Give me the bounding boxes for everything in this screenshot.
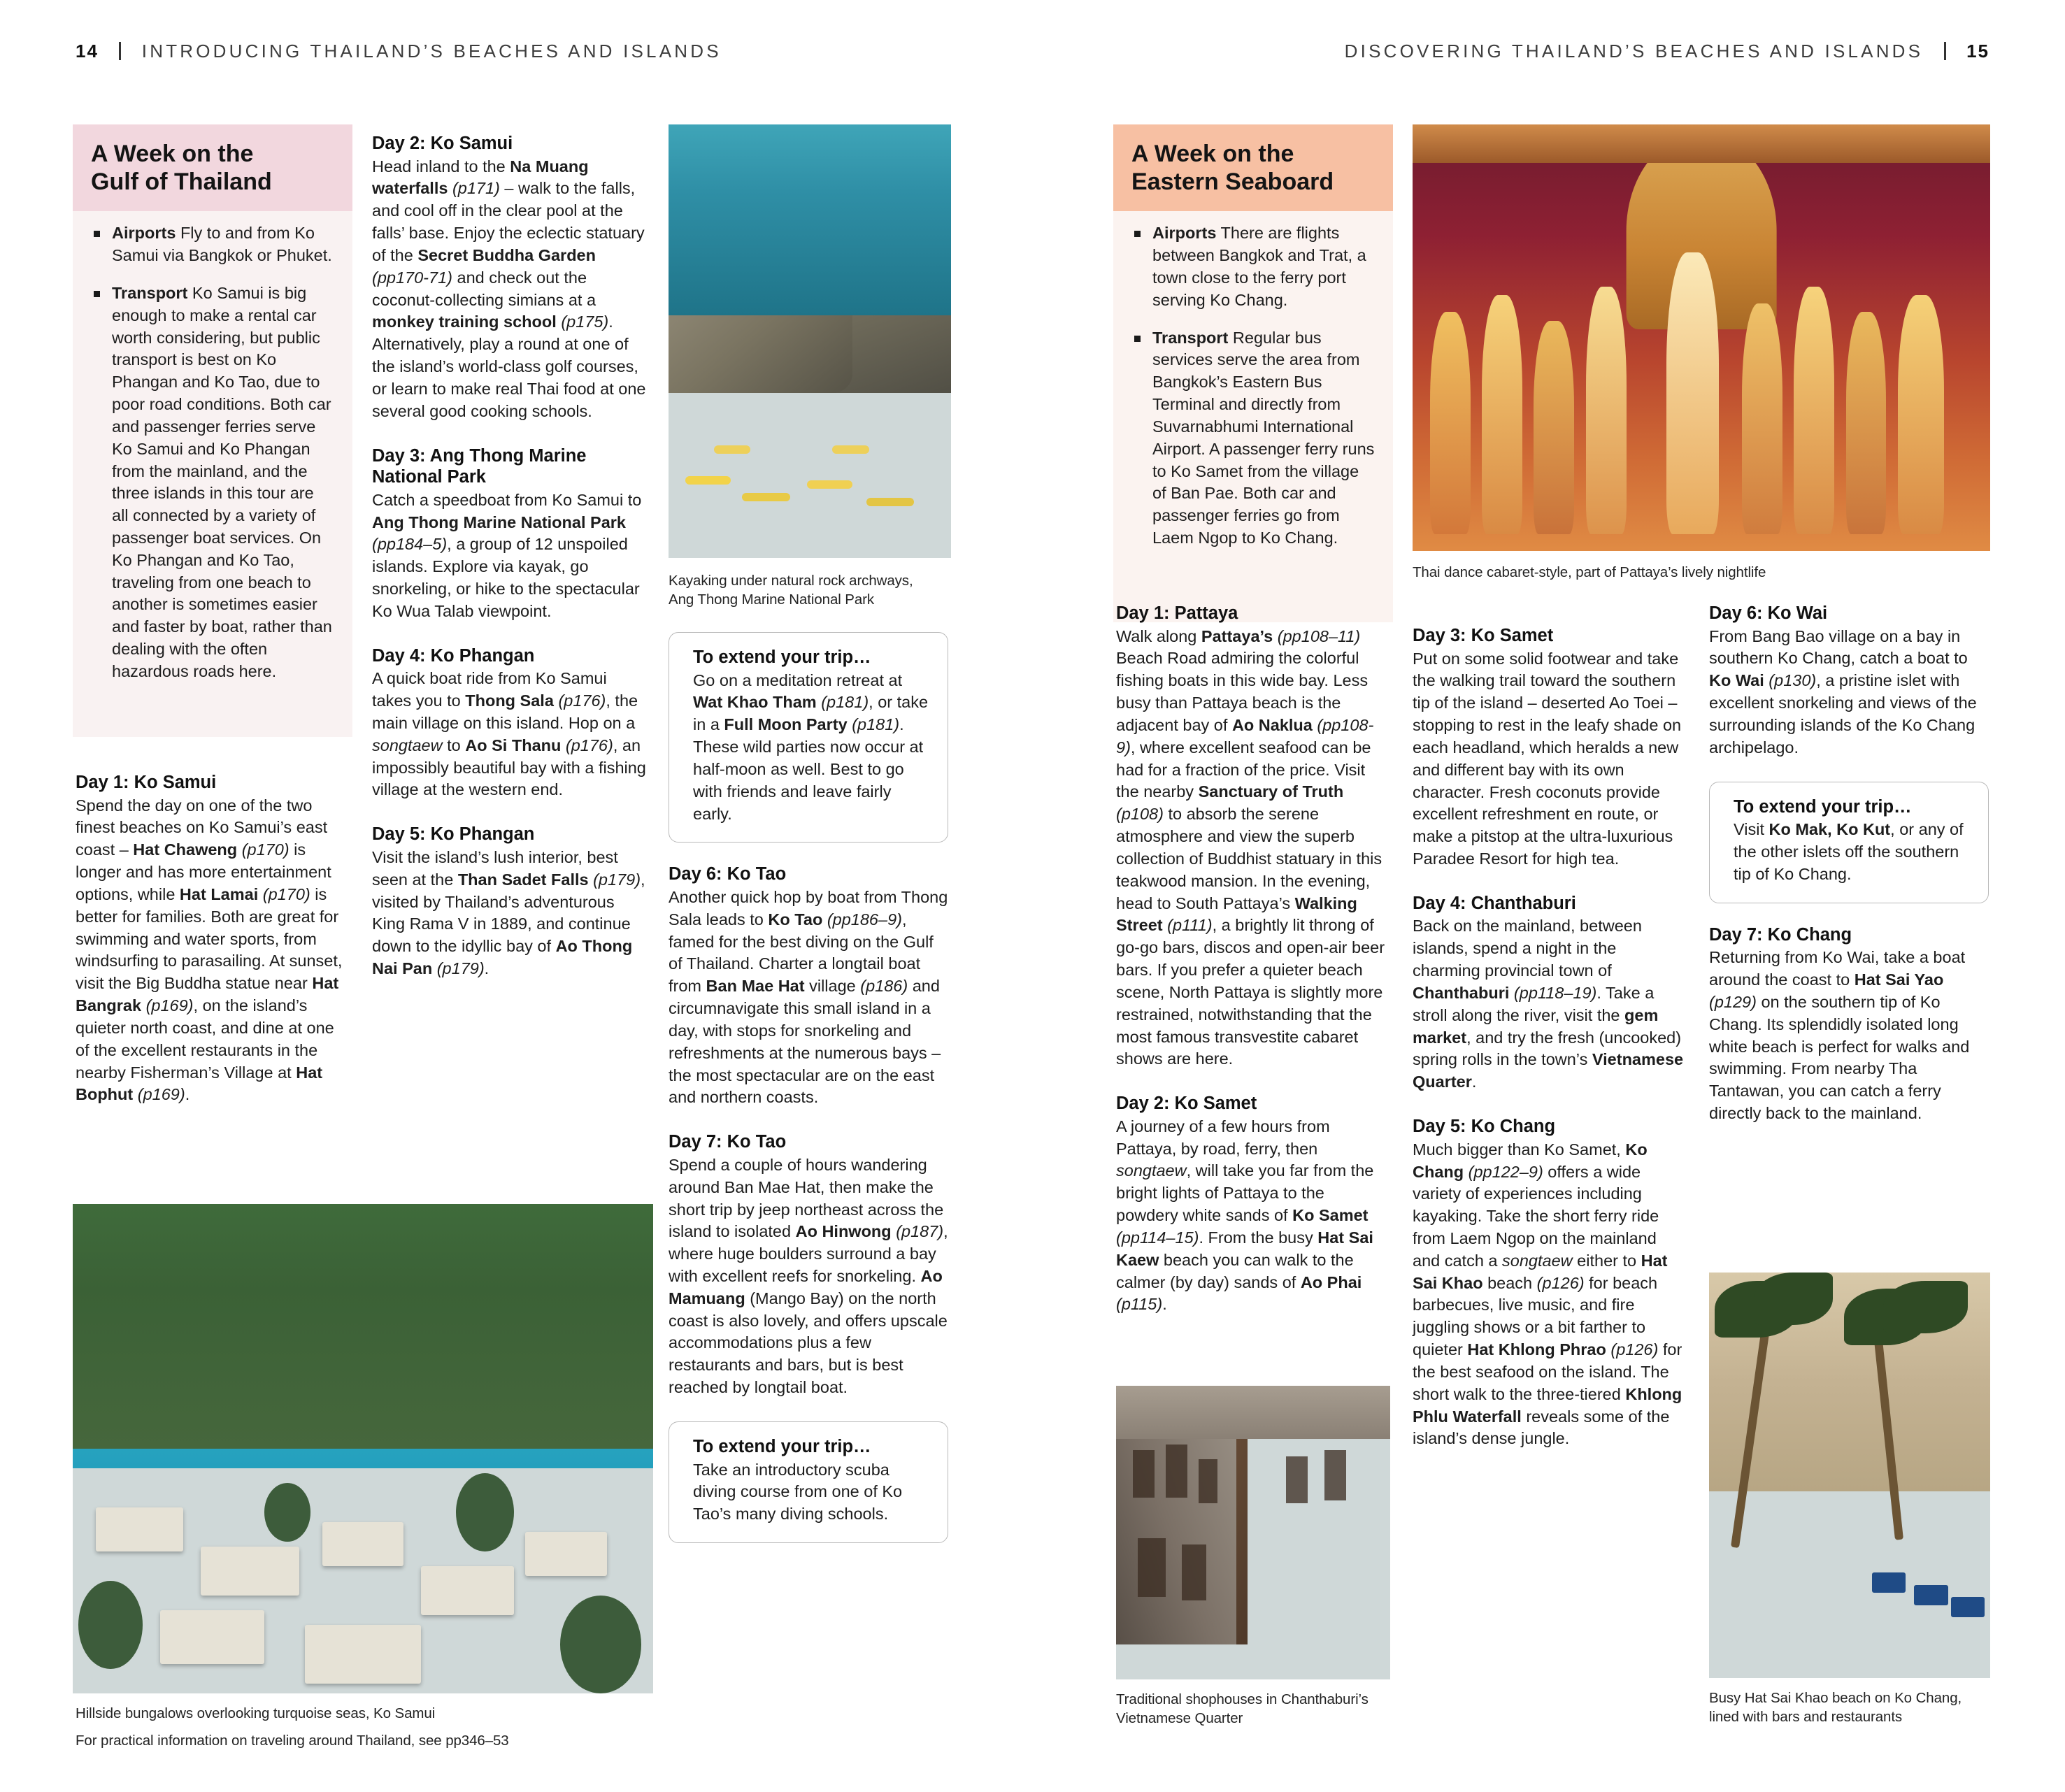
day-heading: Day 4: Chanthaburi: [1413, 893, 1576, 913]
day-body: Visit the island’s lush interior, best seen at the Than Sadet Falls (p179), visited by Thailand’s adventurous King Rama V in 1889, and continue down to the idyllic bay of Ao Thong Nai Pan (p179).: [372, 847, 645, 977]
bullet-text-transport: Regular bus services serve the area from Bangkok’s Eastern Bus Terminal and directly from Suvarnabhumi International Airport. A passenger ferry runs to Ko Samet from the village of Ban Pae. Both car and passenger ferries go from Laem Ngop to Ko Chang.: [1152, 328, 1375, 547]
day-heading: Day 3: Ko Samet: [1413, 626, 1554, 645]
caption-shophouses-line1: Traditional shophouses in Chanthaburi’s: [1116, 1691, 1369, 1707]
day-heading: Day 5: Ko Phangan: [372, 824, 535, 845]
day-block-gulf-6: [669, 863, 948, 1109]
list-item: [1129, 327, 1375, 550]
day-body: Spend the day on one of the two finest beaches on Ko Samui’s east coast – Hat Chaweng (p170) is longer and has more entertainment options, while Hat Lamai (p170) is better for families. Both are great for swimming and water sports, from windsurfing to parasailing. At sunset, visit the Big Buddha statue near Hat Bangrak (p169), on the island’s quieter north coast, and dine at one of the excellent restaurants in the nearby Fisherman’s Village at Hat Bophut (p169).: [76, 796, 343, 1104]
photo-hat-sai-khao-beach: [1709, 1273, 1990, 1678]
day-body: A journey of a few hours from Pattaya, by road, ferry, then songtaew, will take you far from the bright lights of Pattaya to the powdery white sands of Ko Samet (pp114–15). From the busy Hat Sai Kaew beach you can walk to the calmer (by day) sands of Ao Phai (p115).: [1116, 1117, 1374, 1314]
gulf-panel-title: [73, 124, 352, 211]
caption-thai-dance-cabaret: Thai dance cabaret-style, part of Pattaya’s lively nightlife: [1413, 564, 1766, 580]
running-head-right-title: DISCOVERING THAILAND’S BEACHES AND ISLANDS: [1344, 41, 1924, 62]
extend-box-text: Go on a meditation retreat at Wat Khao Tham (p181), or take in a Full Moon Party (p181). These wild parties now occur at half-moon as well. Best to go with friends and leave fairly early.: [693, 671, 929, 823]
caption-kayaking: [669, 572, 955, 609]
day-block-eastern-6: [1709, 603, 1989, 759]
day-block-eastern-2: [1116, 1093, 1390, 1316]
bullet-text-airports: There are flights between Bangkok and Trat, a town close to the ferry port serving Ko Chang.: [1152, 224, 1366, 309]
column-3: [669, 629, 948, 1564]
list-item: [88, 222, 334, 267]
day-body: From Bang Bao village on a bay in southern Ko Chang, catch a boat to Ko Wai (p130), a pristine islet with excellent snorkeling and views of the surrounding islands of the Ko Chang archipelago.: [1709, 626, 1977, 757]
eastern-seaboard-panel: [1113, 124, 1393, 622]
day-heading: Day 1: Ko Samui: [76, 773, 217, 792]
column-6: [1709, 603, 1989, 1147]
day-body: A quick boat ride from Ko Samui takes you to Thong Sala (p176), the main village on this island. Hop on a songtaew to Ao Si Thanu (p176), an impossibly beautiful bay with a fishing village at the western end.: [372, 669, 646, 799]
running-head-left-title: INTRODUCING THAILAND’S BEACHES AND ISLANDS: [141, 41, 722, 62]
gulf-panel-bullet-list: [88, 222, 334, 683]
day-heading: Day 7: Ko Chang: [1709, 924, 1852, 945]
extend-trip-box-eastern: [1709, 782, 1989, 903]
day-body: Head inland to the Na Muang waterfalls (p171) – walk to the falls, and cool off in the clear pool at the falls’ base. Enjoy the eclectic statuary of the Secret Buddha Garden (pp170-71) and check out the coconut-collecting simians at a monkey training school (p175). Alternatively, play a round at one of the island’s world-class golf courses, or learn to make real Thai food at one several good cooking schools.: [372, 157, 646, 420]
list-item: [88, 282, 334, 683]
day-block-gulf-7: [669, 1131, 948, 1399]
caption-chanthaburi-shophouses: [1116, 1691, 1396, 1728]
photo-hillside-bungalows: [73, 1204, 653, 1693]
day-heading: Day 7: Ko Tao: [669, 1132, 787, 1152]
day-block-gulf-1: [76, 772, 350, 1106]
extend-box-title: To extend your trip…: [693, 647, 871, 667]
caption-kayaking-line1: Kayaking under natural rock archways,: [669, 573, 913, 589]
page-number-left: 14: [76, 41, 99, 62]
bullet-label-airports: Airports: [112, 224, 176, 243]
bullet-text-transport: Ko Samui is big enough to make a rental car worth considering, but public transport is best on Ko Phangan and Ko Tao, due to poor road conditions. Both car and passenger ferries serve Ko Samui and Ko Phangan from the mainland, and the three islands in this tour are all connected by a variety of passenger boat services. On Ko Phangan and Ko Tao, traveling from one beach to another is sometimes easier and faster by boat, rather than dealing with the often hazardous roads here.: [112, 283, 332, 680]
bullet-label-transport: Transport: [112, 283, 188, 302]
caption-beach-line1: Busy Hat Sai Khao beach on Ko Chang,: [1709, 1690, 1962, 1706]
extend-box-title: To extend your trip…: [1734, 796, 1912, 817]
day-block-gulf-3: [372, 445, 646, 623]
list-item: [1129, 222, 1375, 311]
day-body: Spend a couple of hours wandering around Ban Mae Hat, then make the short trip by jeep northeast across the island to isolated Ao Hinwong (p187), where huge boulders surround a bay with excellent reefs for snorkeling. Ao Mamuang (Mango Bay) on the north coast is also lovely, and offers upscale accommodations plus a few restaurants and bars, but is best reached by longtail boat.: [669, 1155, 948, 1397]
day-heading: Day 3: Ang Thong Marine National Park: [372, 445, 587, 487]
day-heading: Day 4: Ko Phangan: [372, 645, 535, 666]
page-number-right: 15: [1966, 41, 1989, 62]
day-body: Returning from Ko Wai, take a boat around the coast to Hat Sai Yao (p129) on the southern tip of Ko Chang. Its splendidly isolated long white beach is perfect for walks and swimming. From nearby Tha Tantawan, you can catch a ferry directly back to the mainland.: [1709, 948, 1970, 1123]
gulf-panel-title-line1: A Week on the: [91, 141, 254, 167]
photo-chanthaburi-shophouses: [1116, 1386, 1390, 1679]
day-body: Another quick hop by boat from Thong Sala leads to Ko Tao (pp186–9), famed for the best diving on the Gulf of Thailand. Charter a longtail boat from Ban Mae Hat village (p186) and circumnavigate this small island in a day, with stops for snorkeling and refreshments at the numerous bays – the most spectacular are on the east and northern coasts.: [669, 887, 948, 1107]
photo-kayaking-ang-thong: [669, 124, 951, 558]
column-4: [1116, 603, 1390, 1338]
extend-box-title: To extend your trip…: [693, 1436, 871, 1456]
eastern-panel-body: [1113, 211, 1393, 562]
day-block-eastern-1: [1116, 603, 1390, 1070]
caption-kayaking-line2: Ang Thong Marine National Park: [669, 591, 875, 608]
gulf-panel-title-line2: Gulf of Thailand: [91, 169, 272, 196]
day-heading: Day 2: Ko Samet: [1116, 1094, 1257, 1114]
day-block-eastern-3: [1413, 625, 1687, 870]
day-block-eastern-5: [1413, 1116, 1687, 1450]
extend-trip-box-gulf-top: [669, 632, 948, 843]
eastern-panel-bullet-list: [1129, 222, 1375, 550]
bullet-label-airports: Airports: [1152, 224, 1217, 243]
extend-box-text: Visit Ko Mak, Ko Kut, or any of the other islets off the southern tip of Ko Chang.: [1734, 820, 1964, 883]
bullet-label-transport: Transport: [1152, 328, 1229, 347]
extend-trip-box-gulf-bottom: [669, 1421, 948, 1543]
bullet-text-airports: Fly to and from Ko Samui via Bangkok or Phuket.: [112, 224, 332, 265]
day-body: Walk along Pattaya’s (pp108–11) Beach Road admiring the colorful fishing boats in this wide bay. Less busy than Pattaya beach is the adjacent bay of Ao Naklua (pp108-9), where excellent seafood can be had for a fraction of the price. Visit the nearby Sanctuary of Truth (p108) to absorb the serene atmosphere and view the superb collection of Buddhist statuary in this teakwood mansion. In the evening, head to South Pattaya’s Walking Street (p111), a brightly lit throng of go-go bars, discos and open-air beer bars. If you prefer a quieter beach scene, North Pattaya is slightly more restrained, notwithstanding that the most famous transvestite cabaret shows are here.: [1116, 626, 1385, 1068]
day-body: Back on the mainland, between islands, spend a night in the charming provincial town of Chanthaburi (pp118–19). Take a stroll along the river, visit the gem market, and try the fresh (uncooked) spring rolls in the town’s Vietnamese Quarter.: [1413, 917, 1684, 1091]
day-body: Catch a speedboat from Ko Samui to Ang Thong Marine National Park (pp184–5), a group of 12 unspoiled islands. Explore via kayak, go snorkeling, or hike to the spectacular Ko Wua Talab viewpoint.: [372, 490, 642, 620]
running-head-right: [1345, 41, 1989, 62]
header-rule-right: [1944, 42, 1946, 60]
day-heading: Day 5: Ko Chang: [1413, 1117, 1556, 1137]
day-block-gulf-2: [372, 133, 646, 423]
day-block-gulf-4: [372, 645, 646, 802]
column-5: [1413, 603, 1687, 1472]
eastern-panel-title-line2: Eastern Seaboard: [1131, 169, 1334, 196]
day-heading: Day 2: Ko Samui: [372, 134, 513, 153]
caption-hat-sai-khao-beach: [1709, 1689, 1996, 1726]
day-heading: Day 6: Ko Tao: [669, 864, 787, 884]
day-block-eastern-7: [1709, 924, 1989, 1125]
caption-hillside-bungalows: Hillside bungalows overlooking turquoise seas, Ko Samui: [76, 1705, 436, 1721]
day-heading: Day 6: Ko Wai: [1709, 603, 1828, 623]
day-body: Put on some solid footwear and take the walking trail toward the southern tip of the island – deserted Ao Toei – stopping to rest in the leafy shade on each headland, which heralds a new and different bay with its own character. Fresh coconuts provide excellent refreshment en route, or make a pitstop at the ultra-luxurious Paradee Resort for high tea.: [1413, 649, 1682, 868]
extend-box-text: Take an introductory scuba diving course from one of Ko Tao’s many diving schools.: [693, 1460, 903, 1524]
photo-thai-dance-cabaret: [1413, 124, 1990, 551]
column-1: [76, 772, 350, 1128]
header-rule-left: [119, 42, 121, 60]
day-block-eastern-4: [1413, 893, 1687, 1094]
eastern-panel-title: [1113, 124, 1393, 211]
day-block-gulf-5: [372, 824, 646, 980]
caption-beach-line2: lined with bars and restaurants: [1709, 1708, 1903, 1725]
caption-shophouses-line2: Vietnamese Quarter: [1116, 1709, 1243, 1726]
gulf-panel-body: [73, 211, 352, 696]
day-heading: Day 1: Pattaya: [1116, 603, 1238, 623]
day-body: Much bigger than Ko Samet, Ko Chang (pp122–9) offers a wide variety of experiences including kayaking. Take the short ferry ride from Laem Ngop on the mainland and catch a songtaew either to Hat Sai Khao beach (p126) for beach barbecues, live music, and fire juggling shows or a bit farther to quieter Hat Khlong Phrao (p126) for the best seafood on the island. The short walk to the three-tiered Khlong Phlu Waterfall reveals some of the island’s dense jungle.: [1413, 1140, 1682, 1448]
gulf-of-thailand-panel: [73, 124, 352, 737]
eastern-panel-title-line1: A Week on the: [1131, 141, 1294, 167]
column-2: [372, 133, 646, 1003]
running-head-left: [76, 41, 722, 62]
page-footnote: For practical information on traveling around Thailand, see pp346–53: [76, 1733, 509, 1749]
